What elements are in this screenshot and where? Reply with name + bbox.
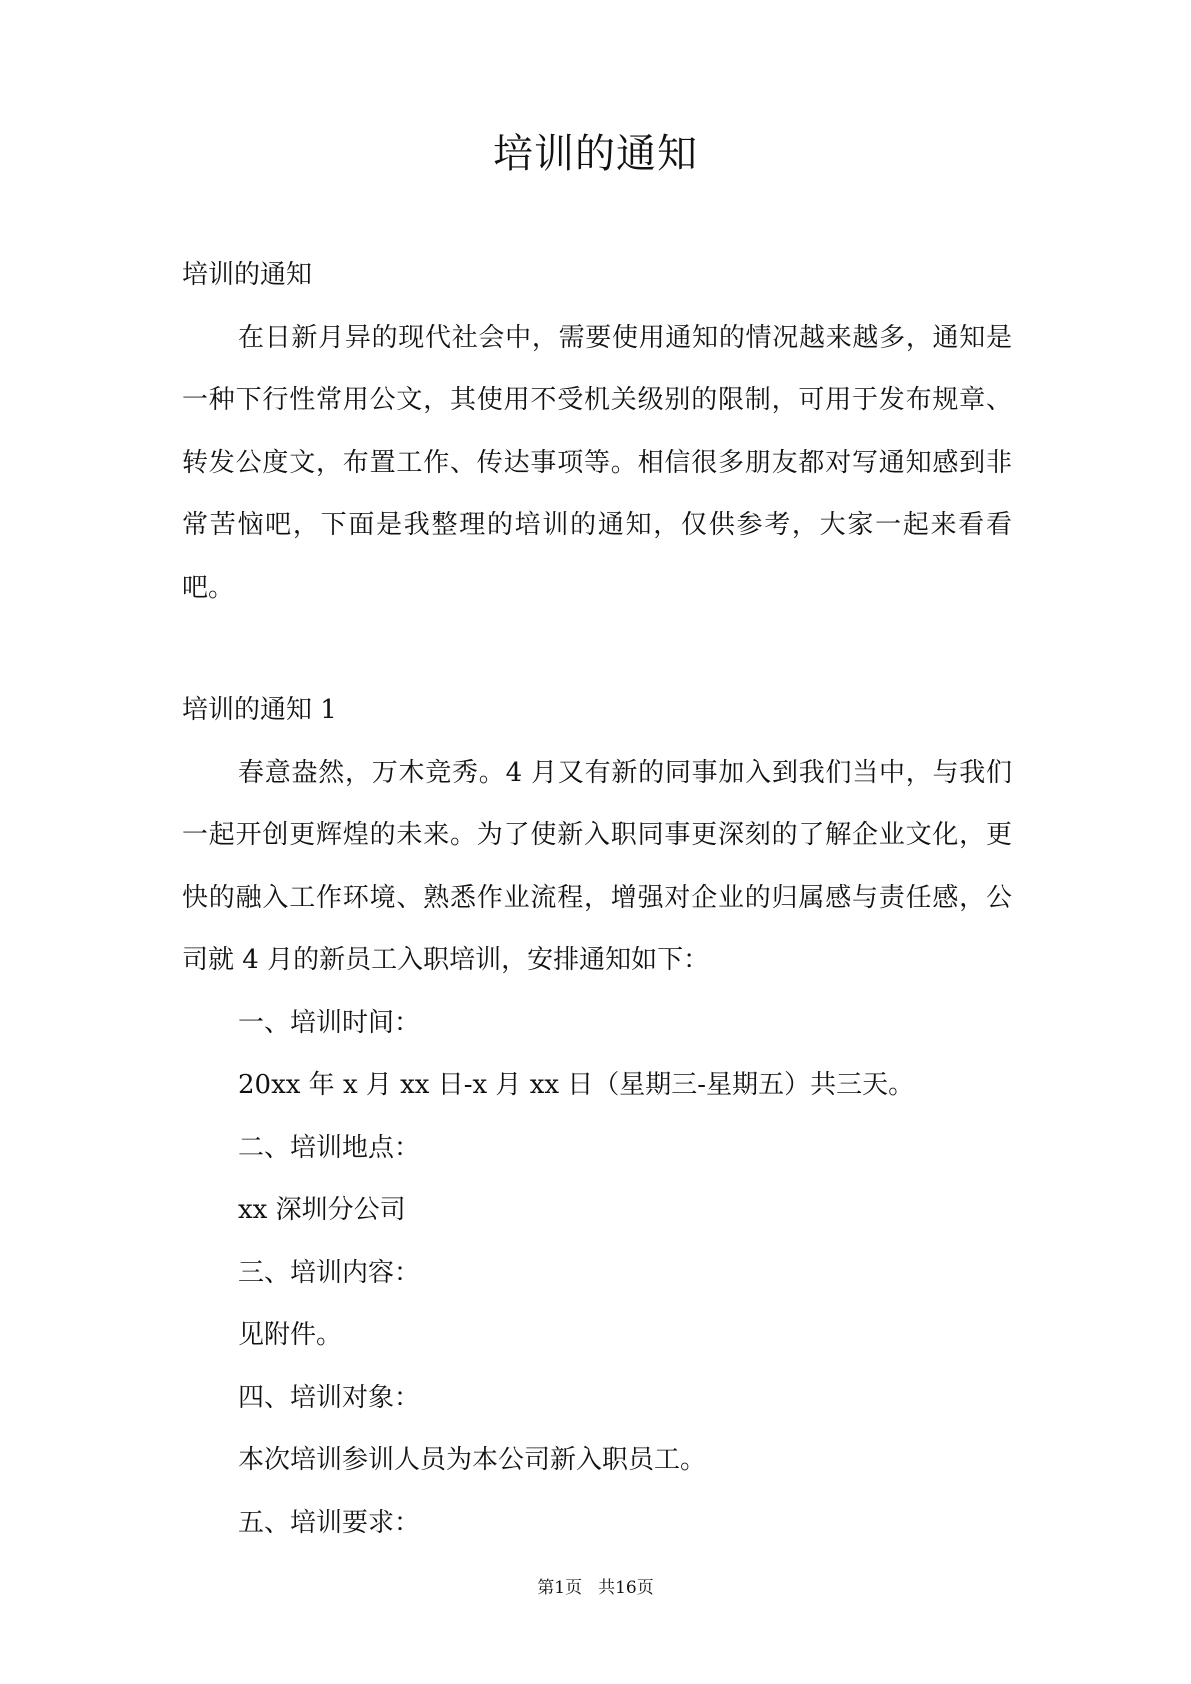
- intro-heading: 培训的通知: [182, 260, 313, 290]
- item-content-heading: 三、培训内容：: [238, 1257, 421, 1288]
- item-audience-value: 本次培训参训人员为本公司新入职员工。: [238, 1445, 707, 1475]
- page-number: 第1页: [537, 1578, 583, 1598]
- section-spacer: [182, 619, 1012, 679]
- item-location-value: xx 深圳分公司: [238, 1195, 406, 1225]
- item-audience-heading: 四、培训对象：: [238, 1382, 421, 1413]
- section-heading: 培训的通知 1: [182, 695, 337, 725]
- document-title: 培训的通知: [493, 131, 698, 177]
- item-location-heading: 二、培训地点：: [238, 1132, 421, 1163]
- item-time-heading: 一、培训时间：: [238, 1007, 421, 1038]
- page-total: 共16页: [598, 1578, 654, 1598]
- document-body: [182, 244, 1012, 1554]
- item-content-value: 见附件。: [238, 1320, 343, 1350]
- item-requirements-heading: 五、培训要求：: [238, 1507, 421, 1538]
- item-time-value: 20xx 年 x 月 xx 日-x 月 xx 日（星期三-星期五）共三天。: [238, 1070, 915, 1100]
- intro-paragraph: 在日新月异的现代社会中，需要使用通知的情况越来越多，通知是一种下行性常用公文，其使用不受机关级别的限制，可用于发布规章、转发公度文，布置工作、传达事项等。相信很多朋友都对写通知感到非常苦恼吧，下面是我整理的培训的通知，仅供参考，大家一起来看看吧。: [182, 322, 1012, 603]
- page-footer: [0, 1577, 1191, 1599]
- section-paragraph: 春意盎然，万木竞秀。4 月又有新的同事加入到我们当中，与我们一起开创更辉煌的未来。为了使新入职同事更深刻的了解企业文化，更快的融入工作环境、熟悉作业流程，增强对企业的归属感与责任感，公司就 4 月的新员工入职培训，安排通知如下：: [182, 757, 1012, 975]
